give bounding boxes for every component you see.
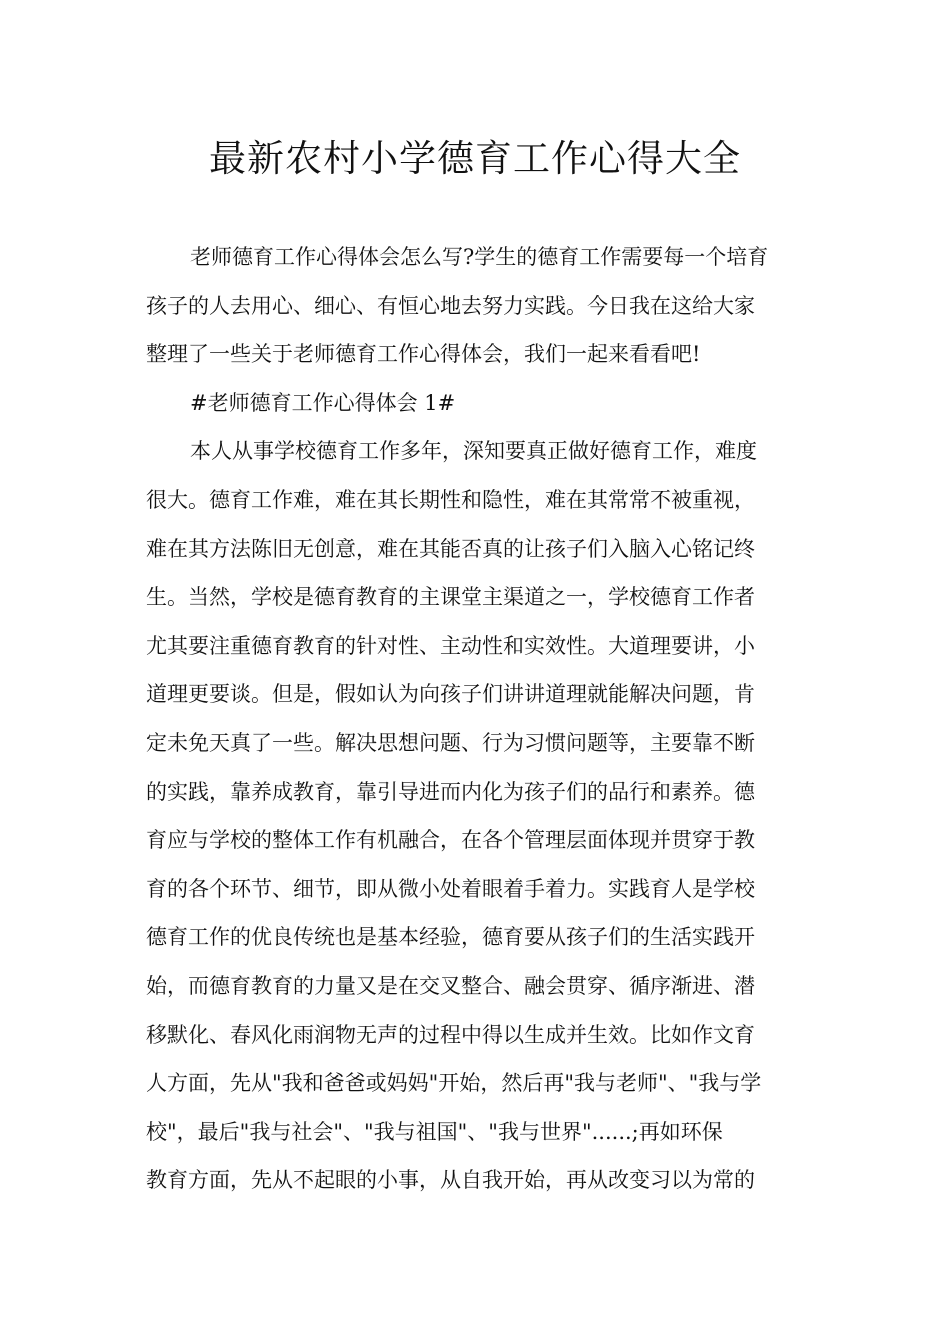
paragraph-line: 始，而德育教育的力量又是在交叉整合、融会贯穿、循序渐进、潜 — [146, 973, 755, 998]
intro-line: 整理了一些关于老师德育工作心得体会，我们一起来看看吧! — [146, 342, 701, 367]
paragraph-line: 育应与学校的整体工作有机融合，在各个管理层面体现并贯穿于教 — [146, 828, 755, 853]
paragraph-line: 难在其方法陈旧无创意，难在其能否真的让孩子们入脑入心铭记终 — [146, 536, 755, 561]
paragraph-line: 移默化、春风化雨润物无声的过程中得以生成并生效。比如作文育 — [146, 1022, 755, 1047]
intro-line: 孩子的人去用心、细心、有恒心地去努力实践。今日我在这给大家 — [146, 293, 755, 318]
paragraph-line: 校"，最后"我与社会"、"我与祖国"、"我与世界"......;再如环保 — [146, 1119, 723, 1144]
document-title: 最新农村小学德育工作心得大全 — [209, 137, 741, 180]
paragraph-line: 道理更要谈。但是，假如认为向孩子们讲讲道理就能解决问题，肯 — [146, 682, 755, 707]
paragraph-line: 尤其要注重德育教育的针对性、主动性和实效性。大道理要讲，小 — [146, 633, 755, 658]
paragraph-line: 本人从事学校德育工作多年，深知要真正做好德育工作，难度 — [190, 439, 757, 464]
paragraph-line: 德育工作的优良传统也是基本经验，德育要从孩子们的生活实践开 — [146, 925, 755, 950]
paragraph-line: 教育方面，先从不起眼的小事，从自我开始，再从改变习以为常的 — [146, 1168, 755, 1193]
paragraph-line: 定未免天真了一些。解决思想问题、行为习惯问题等，主要靠不断 — [146, 730, 755, 755]
intro-line: 老师德育工作心得体会怎么写?学生的德育工作需要每一个培育 — [190, 245, 769, 269]
document-body — [146, 233, 806, 1205]
paragraph-line: 育的各个环节、细节，即从微小处着眼着手着力。实践育人是学校 — [146, 876, 755, 901]
paragraph-line: 生。当然，学校是德育教育的主课堂主渠道之一，学校德育工作者 — [146, 585, 755, 610]
paragraph-line: 的实践，靠养成教育，靠引导进而内化为孩子们的品行和素养。德 — [146, 779, 755, 804]
paragraph-line: 很大。德育工作难，难在其长期性和隐性，难在其常常不被重视， — [146, 487, 755, 512]
section-heading: #老师德育工作心得体会 1# — [190, 390, 456, 415]
paragraph-line: 人方面，先从"我和爸爸或妈妈"开始，然后再"我与老师"、"我与学 — [146, 1071, 762, 1096]
